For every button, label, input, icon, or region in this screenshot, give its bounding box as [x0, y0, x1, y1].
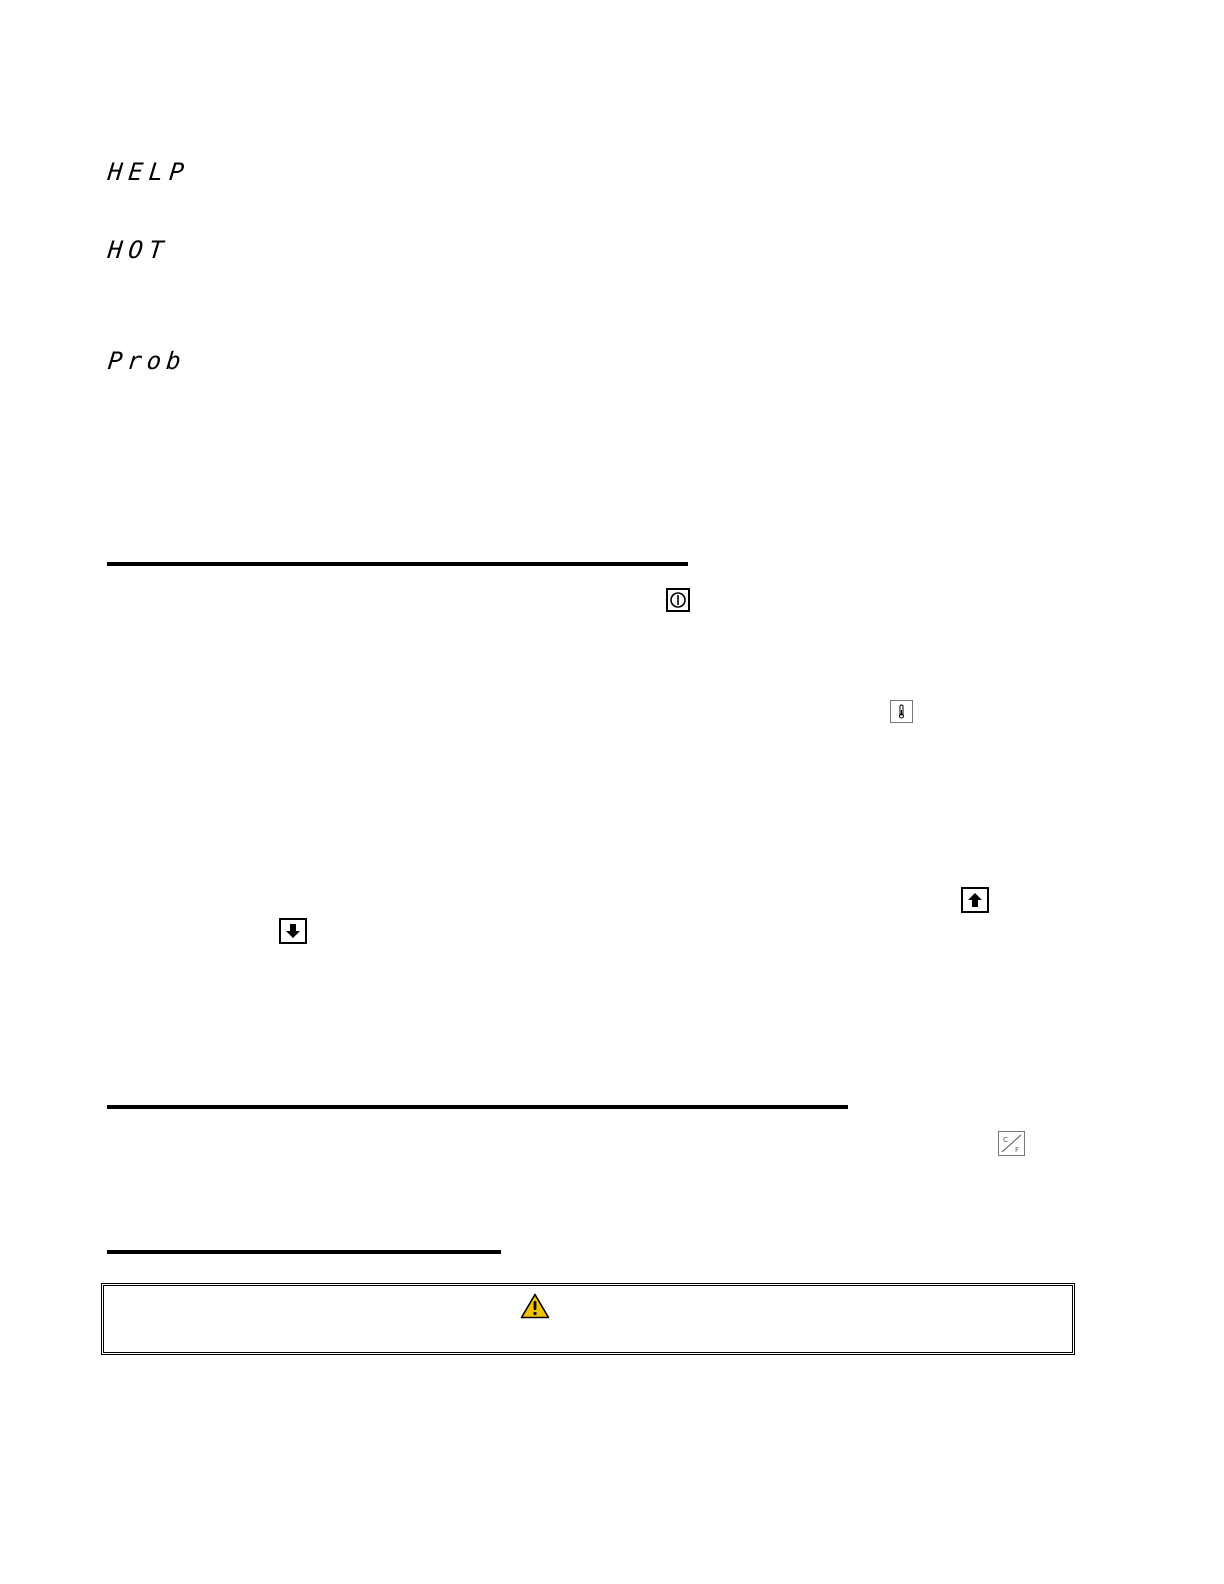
section-heading-rule-3 [107, 1250, 501, 1254]
svg-text:C: C [1003, 1136, 1008, 1144]
celsius-fahrenheit-icon [998, 1131, 1025, 1156]
svg-text:F: F [1015, 1146, 1020, 1154]
display-code-help: HELP [106, 158, 192, 186]
display-code-hot: HOT [106, 236, 171, 264]
display-code-prob: Prob [106, 347, 188, 375]
section-heading-rule-1 [107, 562, 688, 566]
power-icon [666, 588, 690, 612]
arrow-down-icon [279, 918, 307, 944]
section-heading-rule-2 [107, 1105, 848, 1109]
arrow-up-icon [961, 887, 989, 913]
warning-box [101, 1283, 1075, 1355]
thermometer-icon [890, 700, 913, 723]
warning-triangle-icon [520, 1293, 550, 1323]
